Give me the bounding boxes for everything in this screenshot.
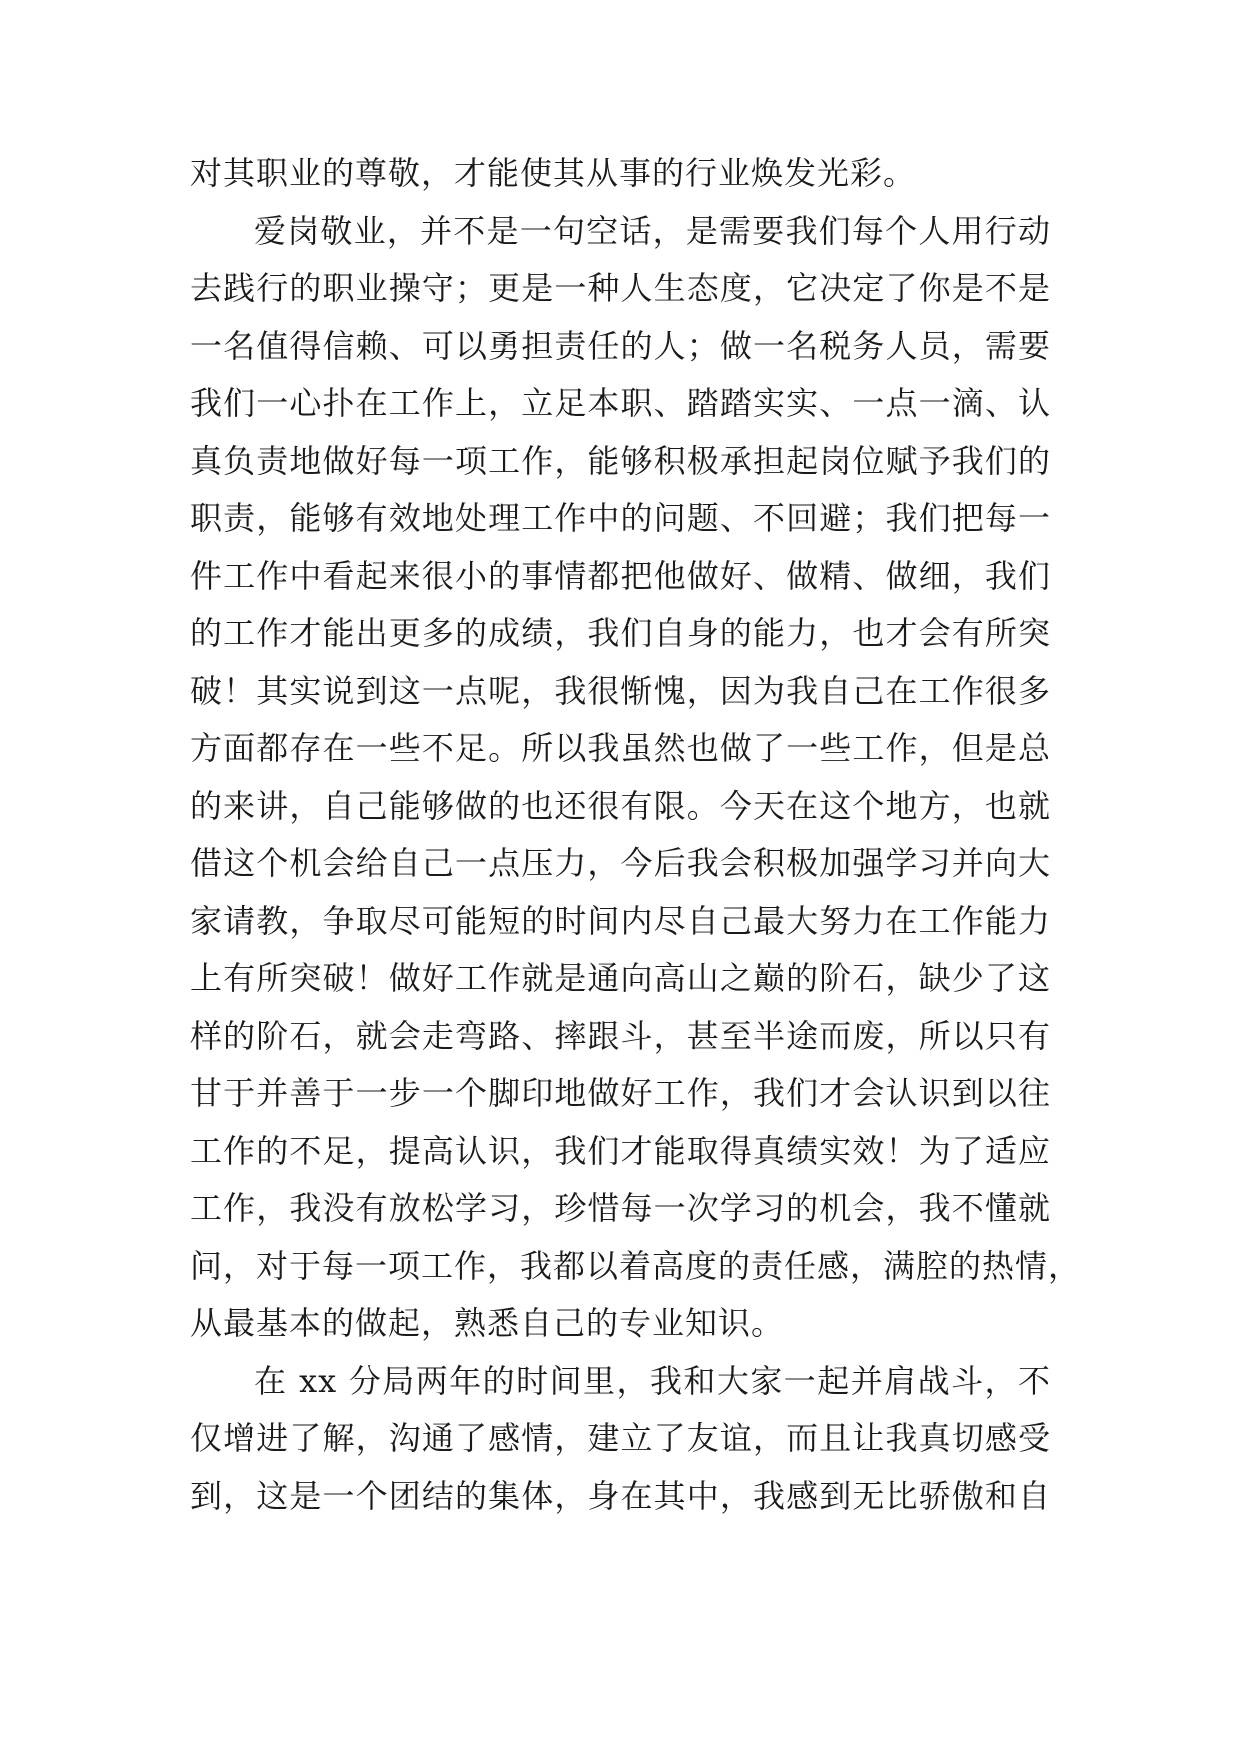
text-line: 的来讲，自己能够做的也还很有限。今天在这个地方，也就 [190, 786, 1051, 825]
text-line: 到，这是一个团结的集体，身在其中，我感到无比骄傲和自 [190, 1476, 1051, 1515]
text-line: 工作的不足，提高认识，我们才能取得真绩实效！为了适应 [190, 1131, 1051, 1170]
text-line: 一名值得信赖、可以勇担责任的人；做一名税务人员，需要 [190, 326, 1051, 365]
text-line: 在 xx 分局两年的时间里，我和大家一起并肩战斗，不 [254, 1361, 1051, 1400]
body-text [190, 145, 1082, 1525]
text-line: 的工作才能出更多的成绩，我们自身的能力，也才会有所突 [190, 614, 1051, 652]
text-line: 借这个机会给自己一点压力，今后我会积极加强学习并向大 [190, 844, 1051, 882]
text-line: 样的阶石，就会走弯路、摔跟斗，甚至半途而废，所以只有 [190, 1016, 1051, 1055]
text-line: 家请教，争取尽可能短的时间内尽自己最大努力在工作能力 [190, 901, 1051, 940]
text-line: 破！其实说到这一点呢，我很惭愧，因为我自己在工作很多 [190, 671, 1051, 710]
text-line: 我们一心扑在工作上，立足本职、踏踏实实、一点一滴、认 [190, 384, 1051, 422]
text-line: 件工作中看起来很小的事情都把他做好、做精、做细，我们 [190, 556, 1051, 595]
text-line: 爱岗敬业，并不是一句空话，是需要我们每个人用行动 [254, 211, 1051, 250]
text-line: 从最基本的做起，熟悉自己的专业知识。 [190, 1304, 785, 1342]
text-line: 真负责地做好每一项工作，能够积极承担起岗位赋予我们的 [190, 441, 1051, 480]
text-line: 仅增进了解，沟通了感情，建立了友谊，而且让我真切感受 [190, 1419, 1051, 1457]
text-line: 甘于并善于一步一个脚印地做好工作，我们才会认识到以往 [190, 1074, 1051, 1112]
text-line: 对其职业的尊敬，才能使其从事的行业焕发光彩。 [190, 154, 917, 192]
text-line: 上有所突破！做好工作就是通向高山之巅的阶石，缺少了这 [190, 959, 1051, 997]
text-line: 工作，我没有放松学习，珍惜每一次学习的机会，我不懂就 [190, 1189, 1051, 1227]
text-line: 职责，能够有效地处理工作中的问题、不回避；我们把每一 [190, 499, 1051, 537]
text-line: 方面都存在一些不足。所以我虽然也做了一些工作，但是总 [190, 729, 1051, 767]
text-line: 去践行的职业操守；更是一种人生态度，它决定了你是不是 [190, 269, 1051, 307]
text-line: 问，对于每一项工作，我都以着高度的责任感，满腔的热情， [190, 1246, 1082, 1285]
